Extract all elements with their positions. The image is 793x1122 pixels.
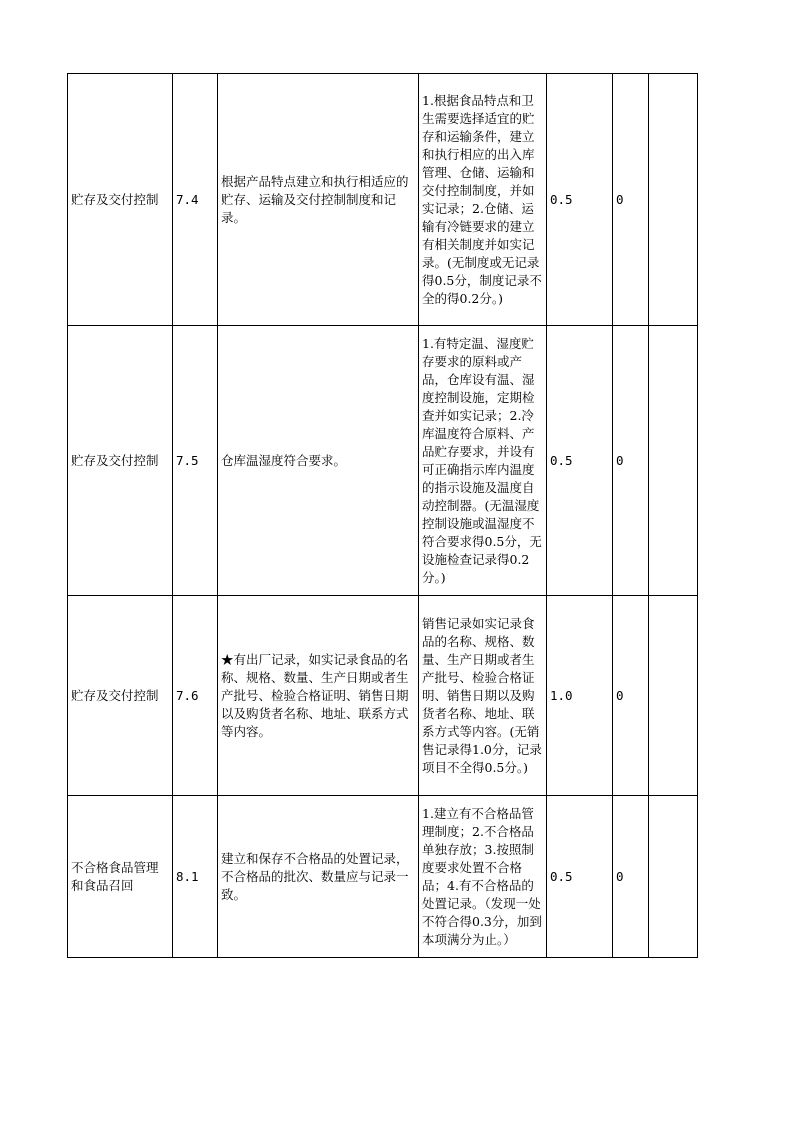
table-row [68, 796, 698, 958]
score-cell: 0.5 [547, 326, 613, 596]
item-number-cell: 8.1 [173, 796, 218, 958]
score-cell: 0.5 [547, 74, 613, 326]
deduct-cell: 0 [613, 796, 649, 958]
requirement-cell: 1.建立有不合格品管理制度；2.不合格品单独存放；3.按照制度要求处置不合格品；4.有不合格品的处置记录。（发现一处不符合得0.3分，加到本项满分为止。） [419, 796, 547, 958]
requirement-cell: 1.有特定温、湿度贮存要求的原料或产品，仓库设有温、湿度控制设施，定期检查并如实记录；2.冷库温度符合原料、产品贮存要求，并设有可正确指示库内温度的指示设施及温度自动控制器。(无温湿度控制设施或温湿度不符合要求得0.5分，无设施检查记录得0.2分。) [419, 326, 547, 596]
item-number-cell: 7.5 [173, 326, 218, 596]
requirement-cell: 销售记录如实记录食品的名称、规格、数量、生产日期或者生产批号、检验合格证明、销售日期以及购货者名称、地址、联系方式等内容。(无销售记录得1.0分，记录项目不全得0.5分。) [419, 596, 547, 796]
content-cell: 仓库温湿度符合要求。 [218, 326, 419, 596]
item-number-cell: 7.4 [173, 74, 218, 326]
content-cell: ★有出厂记录，如实记录食品的名称、规格、数量、生产日期或者生产批号、检验合格证明、销售日期以及购货者名称、地址、联系方式等内容。 [218, 596, 419, 796]
remark-cell [649, 326, 698, 596]
category-cell: 贮存及交付控制 [68, 326, 173, 596]
table-row [68, 74, 698, 326]
deduct-cell: 0 [613, 596, 649, 796]
remark-cell [649, 596, 698, 796]
item-number-cell: 7.6 [173, 596, 218, 796]
score-cell: 0.5 [547, 796, 613, 958]
category-cell: 贮存及交付控制 [68, 596, 173, 796]
score-cell: 1.0 [547, 596, 613, 796]
table-row [68, 596, 698, 796]
content-cell: 建立和保存不合格品的处置记录，不合格品的批次、数量应与记录一致。 [218, 796, 419, 958]
remark-cell [649, 796, 698, 958]
category-cell: 不合格食品管理和食品召回 [68, 796, 173, 958]
deduct-cell: 0 [613, 326, 649, 596]
inspection-table [67, 73, 698, 958]
content-cell: 根据产品特点建立和执行相适应的贮存、运输及交付控制制度和记录。 [218, 74, 419, 326]
category-cell: 贮存及交付控制 [68, 74, 173, 326]
requirement-cell: 1.根据食品特点和卫生需要选择适宜的贮存和运输条件，建立和执行相应的出入库管理、仓储、运输和交付控制制度，并如实记录；2.仓储、运输有冷链要求的建立有相关制度并如实记录。(无制度或无记录得0.5分，制度记录不全的得0.2分。) [419, 74, 547, 326]
table-row [68, 326, 698, 596]
deduct-cell: 0 [613, 74, 649, 326]
remark-cell [649, 74, 698, 326]
